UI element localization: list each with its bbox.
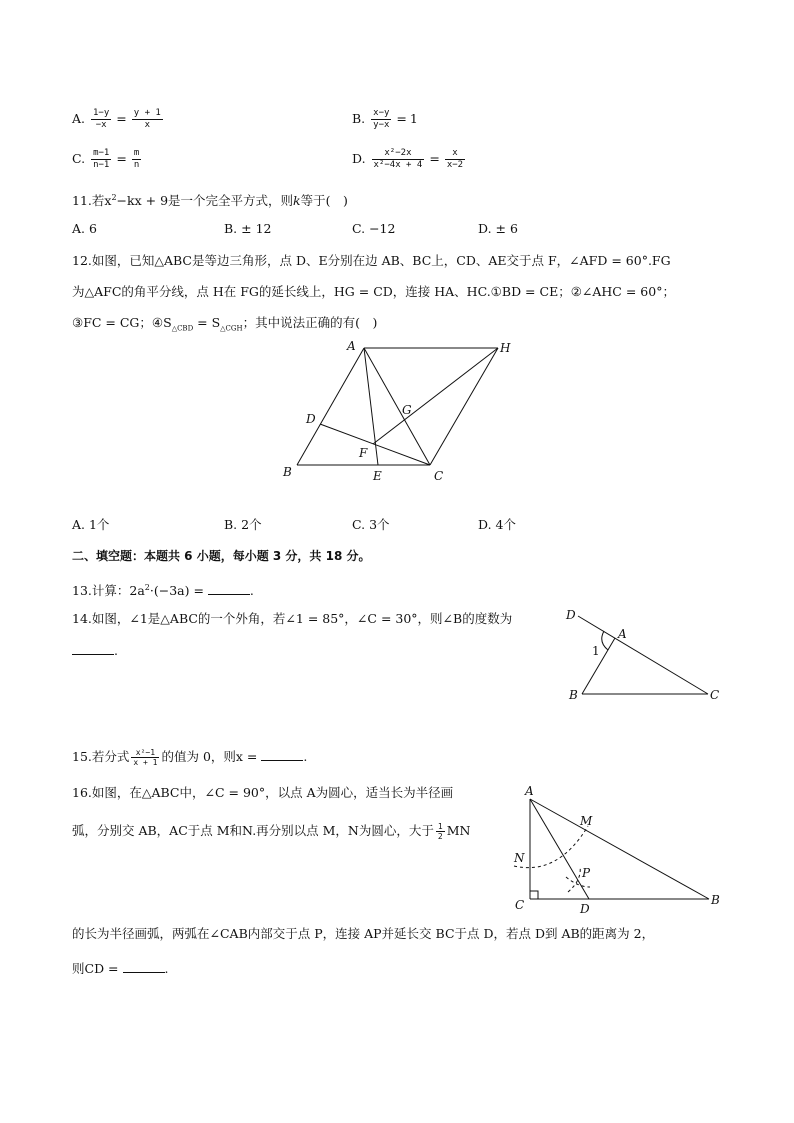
q10-option-c: C. $\frac{m-1}{n-1}$ = $\frac{m}{n}$: [72, 148, 140, 170]
q14-label-1: 1: [592, 644, 600, 658]
q14-stem: 14.如图，∠1是△ABC的一个外角，若∠1 = 85°，∠C = 30°，则∠B的度数为: [72, 611, 513, 626]
q16-label-c: C: [515, 898, 525, 912]
q12-label-b: B: [283, 465, 292, 479]
q11-option-d: D. ± 6: [478, 221, 518, 236]
q16-line4: 则CD = .: [72, 961, 169, 976]
q12-option-c: C. 3个: [352, 517, 390, 532]
section-fill-in-heading: 二、填空题：本题共 6 小题，每小题 3 分，共 18 分。: [72, 549, 371, 563]
q16-line3: 的长为半径画弧，两弧在∠CAB内部交于点 P，连接 AP并延长交 BC于点 D，若点 D到 AB的距离为 2，: [72, 926, 655, 941]
q12-line3: ③FC = CG；$④S_{\triangle CBD} = S_{\triangle CGH}$；其中说法正确的有( ): [72, 315, 378, 333]
q12-option-b: B. 2个: [224, 517, 262, 532]
q16-right-angle-mark: [530, 891, 538, 899]
q16-label-p: P: [582, 866, 591, 880]
q12-label-g: G: [402, 403, 412, 417]
q16-arc-from-m: [568, 866, 580, 892]
q16-arc-mn: [514, 826, 588, 868]
q14-label-d: D: [566, 608, 576, 622]
q16-line1: 16.如图，在△ABC中，∠C = 90°，以点 A为圆心，适当长为半径画: [72, 785, 454, 800]
q11-option-c: C. −12: [352, 221, 396, 236]
q16-side-ab: [530, 799, 709, 899]
q13-stem: 13.计算：$2a^2\cdot(-3a)$ = .: [72, 583, 254, 599]
q16-label-d: D: [580, 902, 590, 916]
q14-label-a: A: [618, 627, 627, 641]
q11-option-b: B. ± 12: [224, 221, 272, 236]
q16-label-a: A: [525, 784, 534, 798]
q16-line2: 弧，分别交 AB，AC于点 M和N.再分别以点 M，N为圆心，大于 $\frac{1}{2}$ MN: [72, 822, 471, 841]
q10-option-b: B. $\frac{x-y}{y-x}$ = 1: [352, 108, 418, 130]
q12-label-d: D: [306, 412, 316, 426]
q11-option-a: A. 6: [72, 221, 97, 236]
q14-label-c: C: [710, 688, 720, 702]
q12-label-a: A: [347, 339, 356, 353]
q12-option-a: A. 1个: [72, 517, 110, 532]
q12-label-h: H: [500, 341, 511, 355]
q16-label-b: B: [711, 893, 720, 907]
q15-stem: 15.若分式 $\frac{\text{x²−1}}{x + 1}$ 的值为 0，则x = .: [72, 748, 308, 767]
q10-option-a: A. $\frac{1-y}{-x}$ = $\frac{y + 1}{x}$: [72, 108, 161, 130]
q12-line2: 为△AFC的角平分线，点 H在 FG的延长线上，HG = CD，连接 HA、HC.①BD = CE；②∠AHC = 60°；: [72, 284, 675, 299]
q16-label-n: N: [514, 851, 525, 865]
q12-label-e: E: [373, 469, 382, 483]
q12-label-c: C: [434, 469, 444, 483]
q12-line1: 12.如图，已知△ABC是等边三角形，点 D、E分别在边 AB、BC上，CD、AE交于点 F，∠AFD = 60°.FG: [72, 253, 671, 268]
q12-label-f: F: [359, 446, 368, 460]
q11-stem: 11.若$x^2-kx + 9$是一个完全平方式，则k等于( ): [72, 193, 348, 209]
q10-option-d: D. $\frac{\text{x²−2x}}{\text{x²−4x + 4}}$ = $\frac{x}{x-2}$: [352, 148, 464, 170]
q14-answer-line: .: [72, 642, 118, 659]
q14-label-b: B: [569, 688, 578, 702]
q12-option-d: D. 4个: [478, 517, 516, 532]
q16-label-m: M: [580, 814, 593, 828]
